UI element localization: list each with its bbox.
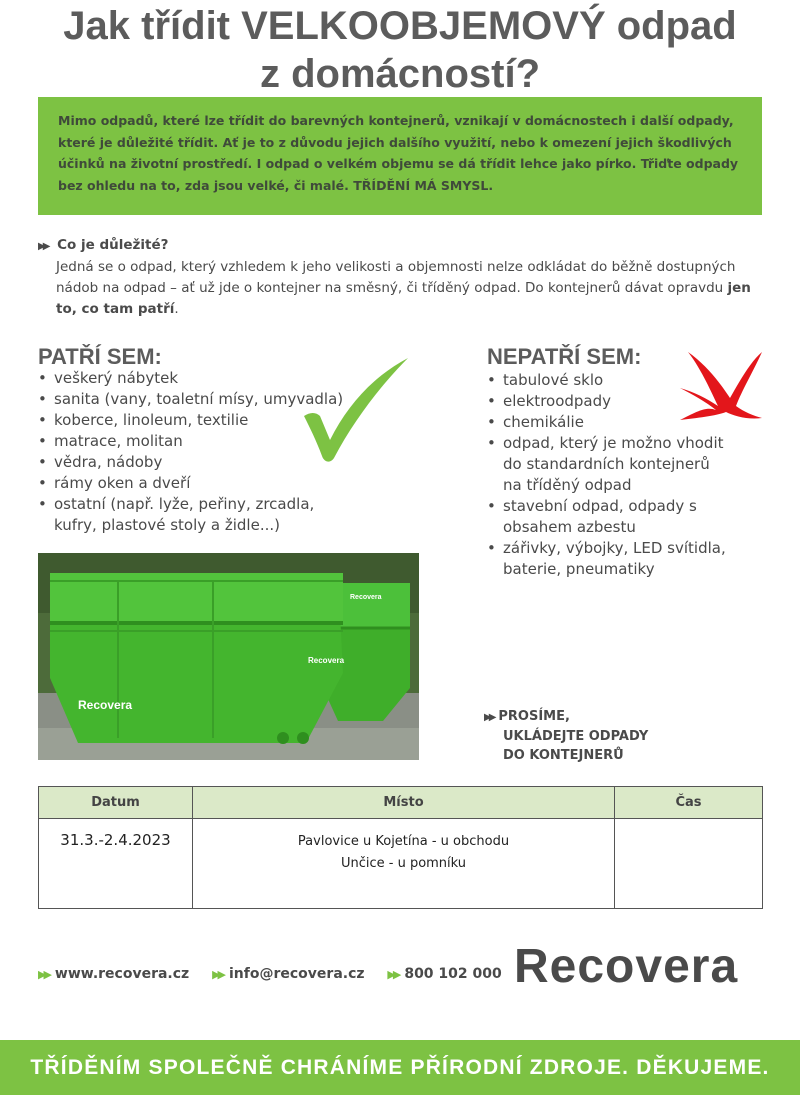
page-title <box>0 0 800 98</box>
list-item: • zářivky, výbojky, LED svítidla, baterie, pneumatiky <box>487 538 727 580</box>
list-item: • vědra, nádoby <box>38 452 348 473</box>
footer-slogan: TŘÍDĚNÍM SPOLEČNĚ CHRÁNÍME PŘÍRODNÍ ZDROJE. DĚKUJEME. <box>0 1040 800 1095</box>
logo-text: Recovera <box>514 940 739 993</box>
please-line-1: PROSÍME, <box>498 709 570 724</box>
list-item: • chemikálie <box>487 412 727 433</box>
important-section <box>38 235 768 320</box>
double-arrow-icon: ▶▶ <box>484 712 494 723</box>
photo-brand-small-2: Recovera <box>350 594 382 601</box>
title-line-1: Jak třídit VELKOOBJEMOVÝ odpad <box>63 4 737 48</box>
checkmark-icon <box>298 352 413 464</box>
table-row <box>39 819 763 909</box>
intro-box <box>38 97 762 215</box>
list-item: • tabulové sklo <box>487 370 727 391</box>
please-note <box>484 707 648 765</box>
list-item: • matrace, molitan <box>38 431 348 452</box>
cell-time <box>615 819 763 909</box>
double-arrow-icon: ▶▶ <box>38 968 49 981</box>
containers-photo <box>38 553 419 760</box>
not-belongs-title: NEPATŘÍ SEM: <box>487 344 642 369</box>
important-emphasis: jen to, co tam patří <box>56 280 751 317</box>
list-item: • elektroodpady <box>487 391 727 412</box>
contacts-bar <box>38 966 520 982</box>
contact-email-link[interactable]: info@recovera.cz <box>229 966 365 982</box>
double-arrow-icon: ▶▶ <box>387 968 399 981</box>
list-item: • veškerý nábytek <box>38 368 348 389</box>
list-item: • odpad, který je možno vhodit do standardních kontejnerů na tříděný odpad <box>487 433 727 496</box>
photo-brand-big: Recovera <box>78 698 133 712</box>
header-date: Datum <box>39 787 193 819</box>
list-item: • koberce, linoleum, textilie <box>38 410 348 431</box>
schedule-table <box>38 786 763 909</box>
intro-emphasis: TŘÍDĚNÍ MÁ SMYSL. <box>353 177 494 193</box>
photo-brand-small-1: Recovera <box>308 656 345 665</box>
important-heading: Co je důležité? <box>57 237 169 253</box>
cell-place <box>193 819 615 909</box>
cross-icon <box>672 348 766 424</box>
contact-web-link[interactable]: www.recovera.cz <box>54 966 190 982</box>
intro-text: Mimo odpadů, které lze třídit do barevných kontejnerů, vznikají v domácnostech i další odpady, které je důležité třídit. Ať je to z důvodu jejich dalšího využití, nebo k omezení jejich škodlivých účinků na životní prostředí. I odpad o velkém objemu se dá třídit lehce jako pírko. Třiďte odpady bez ohledu na to, zda jsou velké, či malé. <box>58 113 739 193</box>
recovera-logo <box>514 938 764 994</box>
please-line-3: DO KONTEJNERŮ <box>503 748 624 763</box>
contact-phone[interactable]: 800 102 000 <box>404 966 502 982</box>
list-item: • sanita (vany, toaletní mísy, umyvadla) <box>38 389 348 410</box>
important-end: . <box>174 301 179 317</box>
header-time: Čas <box>615 787 763 819</box>
please-line-2: UKLÁDEJTE ODPADY <box>503 729 649 744</box>
header-place: Místo <box>193 787 615 819</box>
list-item: • ostatní (např. lyže, peřiny, zrcadla, kufry, plastové stoly a židle...) <box>38 494 348 536</box>
important-text: Jedná se o odpad, který vzhledem k jeho velikosti a objemnosti nelze odkládat do běžně dostupných nádob na odpad – ať už jde o kontejner na směsný, či tříděný odpad. Do kontejnerů dávat opravdu <box>56 259 736 296</box>
place-line-1: Pavlovice u Kojetína - u obchodu <box>297 834 510 849</box>
double-arrow-icon: ▶▶ <box>212 968 223 981</box>
belongs-title: PATŘÍ SEM: <box>38 344 162 369</box>
place-line-2: Unčice - u pomníku <box>340 856 467 871</box>
double-arrow-icon: ▶▶ <box>38 241 48 252</box>
list-item: • rámy oken a dveří <box>38 473 348 494</box>
cell-date: 31.3.-2.4.2023 <box>39 819 193 909</box>
title-line-2: z domácností? <box>259 52 541 96</box>
table-header-row <box>39 787 763 819</box>
list-item: • stavební odpad, odpady s obsahem azbestu <box>487 496 727 538</box>
